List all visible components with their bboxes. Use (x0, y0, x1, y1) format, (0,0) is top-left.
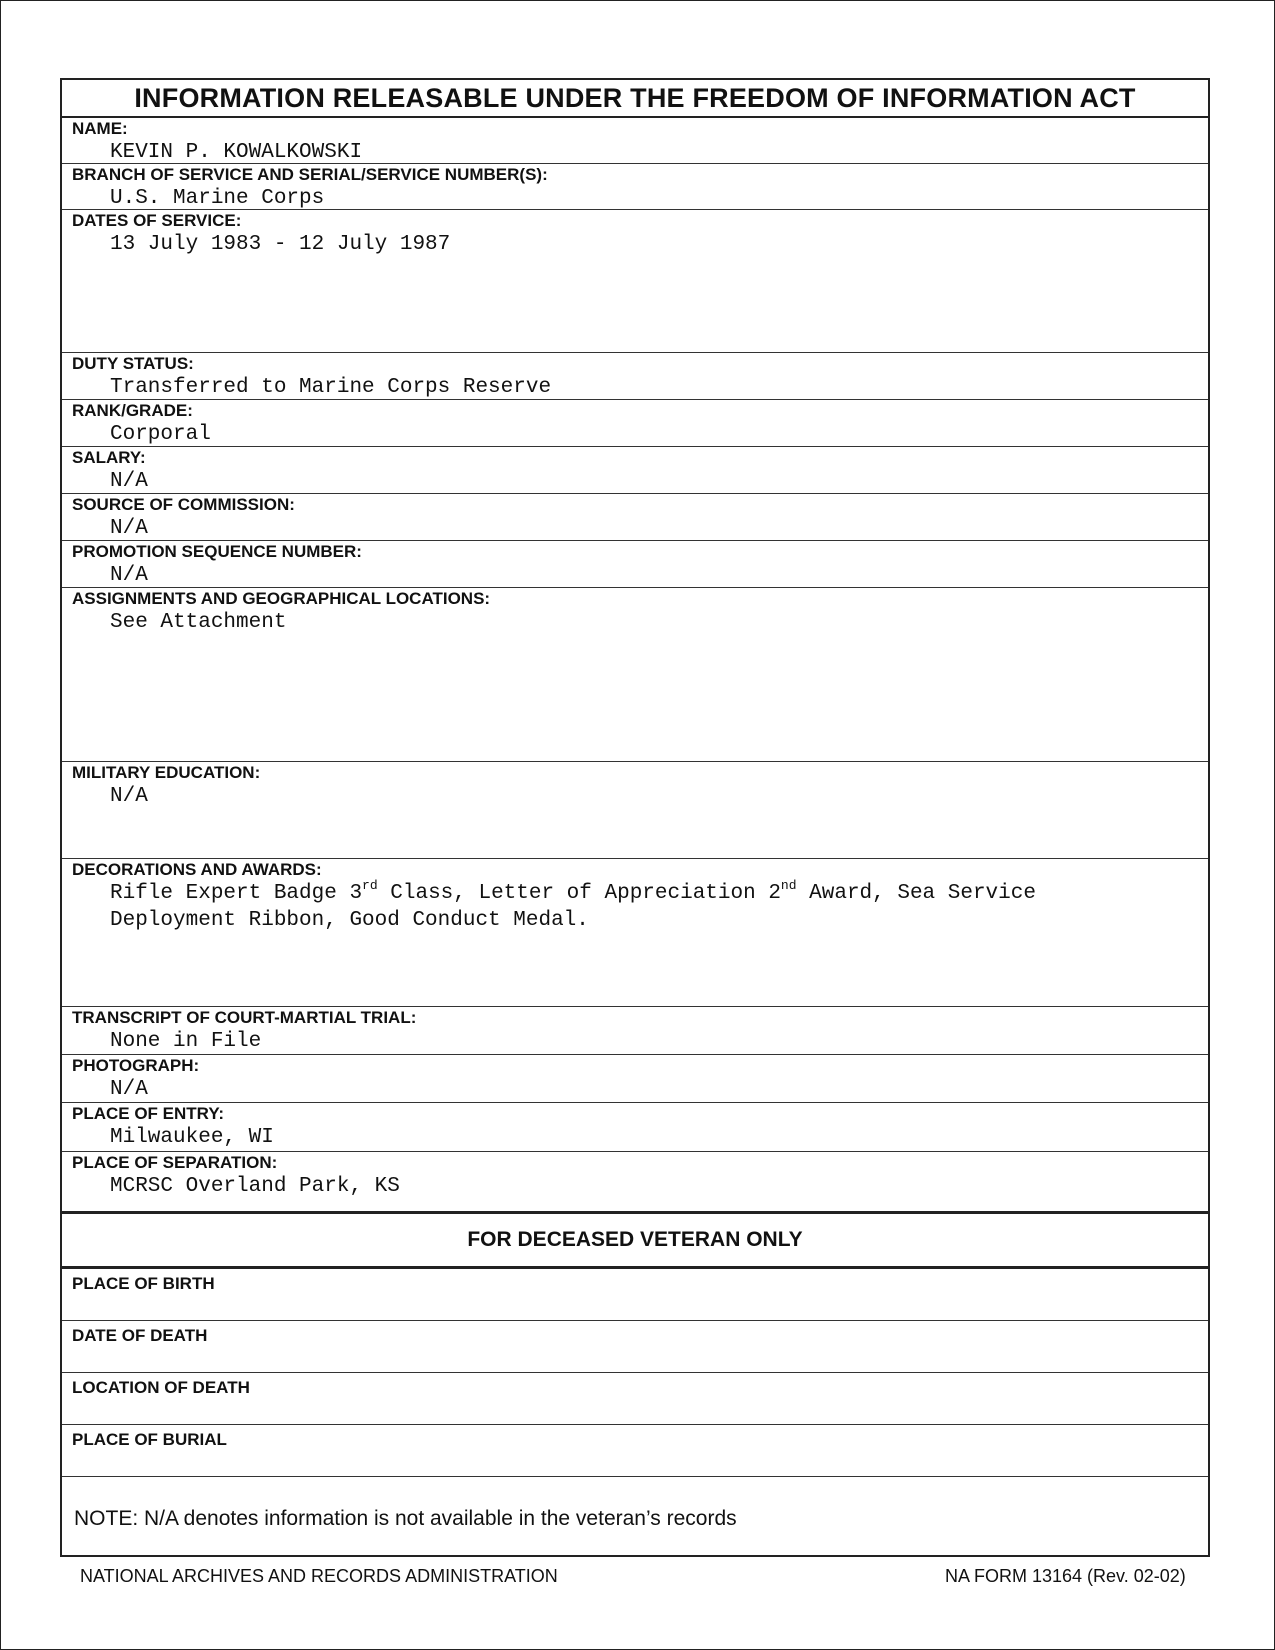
field-label: NAME: (72, 119, 128, 138)
field-label: MILITARY EDUCATION: (72, 763, 261, 782)
field-label: RANK/GRADE: (72, 401, 193, 420)
deceased-veteran-header: FOR DECEASED VETERAN ONLY (62, 1211, 1208, 1269)
photograph-field (62, 1056, 1208, 1103)
field-value: Corporal (110, 423, 211, 446)
field-value: U.S. Marine Corps (110, 187, 325, 210)
field-label: DECORATIONS AND AWARDS: (72, 860, 322, 879)
field-label: DATE OF DEATH (72, 1326, 208, 1345)
form-title: INFORMATION RELEASABLE UNDER THE FREEDOM OF INFORMATION ACT (62, 80, 1208, 118)
court-martial-field (62, 1008, 1208, 1055)
source-of-commission-field (62, 495, 1208, 541)
note: NOTE: N/A denotes information is not available in the veteran’s records (74, 1507, 737, 1530)
field-label: SOURCE OF COMMISSION: (72, 495, 295, 514)
field-label: PLACE OF BURIAL (72, 1430, 227, 1449)
salary-field (62, 448, 1208, 494)
assignments-field (62, 589, 1208, 762)
footer-form-number: NA FORM 13164 (Rev. 02-02) (945, 1566, 1186, 1586)
field-value: None in File (110, 1030, 262, 1053)
field-label: PLACE OF SEPARATION: (72, 1153, 278, 1172)
place-of-birth-field (62, 1274, 1208, 1321)
field-label: PLACE OF ENTRY: (72, 1104, 225, 1123)
field-value: Transferred to Marine Corps Reserve (110, 376, 552, 399)
field-label: LOCATION OF DEATH (72, 1378, 250, 1397)
place-of-entry-field (62, 1104, 1208, 1152)
field-label: PROMOTION SEQUENCE NUMBER: (72, 542, 362, 561)
field-value: N/A (110, 564, 148, 587)
rank-grade-field (62, 401, 1208, 447)
dates-of-service-field (62, 211, 1208, 353)
field-value: N/A (110, 470, 148, 493)
decorations-awards-field (62, 860, 1208, 1007)
field-value: N/A (110, 1078, 148, 1101)
date-of-death-field (62, 1326, 1208, 1373)
foia-form (60, 78, 1210, 1557)
field-value: Rifle Expert Badge 3rd Class, Letter of Appreciation 2nd Award, Sea Service (110, 878, 1036, 905)
field-value: See Attachment (110, 611, 287, 634)
field-value: KEVIN P. KOWALKOWSKI (110, 141, 363, 164)
field-value: Milwaukee, WI (110, 1126, 274, 1149)
promotion-sequence-field (62, 542, 1208, 588)
field-label: BRANCH OF SERVICE AND SERIAL/SERVICE NUMBER(S): (72, 165, 548, 184)
location-of-death-field (62, 1378, 1208, 1425)
field-value: 13 July 1983 - 12 July 1987 (110, 233, 451, 256)
duty-status-field (62, 354, 1208, 400)
place-of-separation-field (62, 1153, 1208, 1211)
field-value-line-2: Deployment Ribbon, Good Conduct Medal. (110, 909, 589, 932)
footer-agency: NATIONAL ARCHIVES AND RECORDS ADMINISTRATION (80, 1566, 558, 1586)
field-label: PHOTOGRAPH: (72, 1056, 200, 1075)
field-label: SALARY: (72, 448, 146, 467)
field-label: PLACE OF BIRTH (72, 1274, 215, 1293)
field-label: DUTY STATUS: (72, 354, 194, 373)
field-value: N/A (110, 785, 148, 808)
field-label: DATES OF SERVICE: (72, 211, 242, 230)
field-label: ASSIGNMENTS AND GEOGRAPHICAL LOCATIONS: (72, 589, 491, 608)
field-label: TRANSCRIPT OF COURT-MARTIAL TRIAL: (72, 1008, 417, 1027)
branch-field (62, 165, 1208, 210)
military-education-field (62, 763, 1208, 859)
field-value: MCRSC Overland Park, KS (110, 1175, 400, 1198)
place-of-burial-field (62, 1430, 1208, 1477)
field-value: N/A (110, 517, 148, 540)
name-field (62, 119, 1208, 164)
